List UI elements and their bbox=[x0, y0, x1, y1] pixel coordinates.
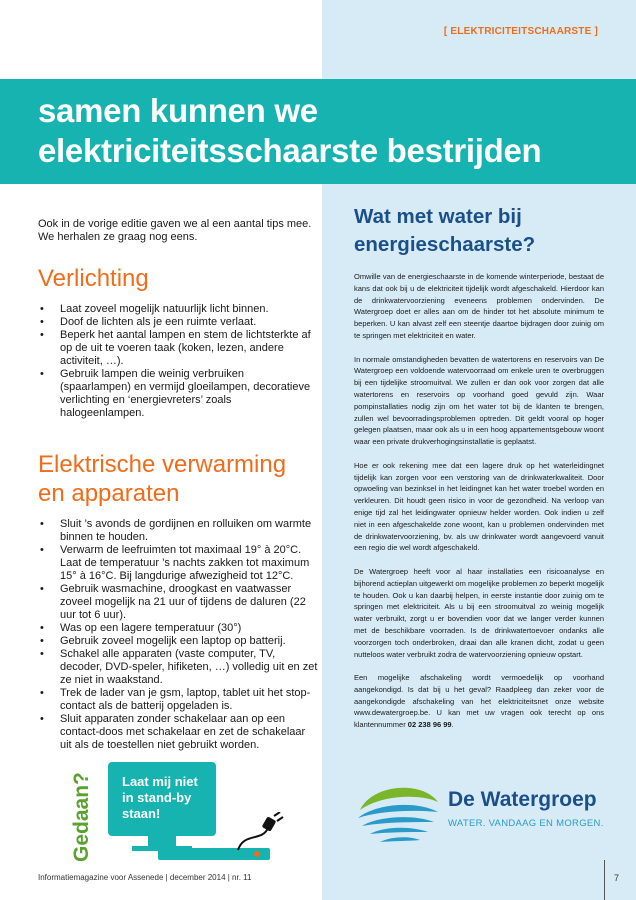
list-verwarming bbox=[38, 518, 318, 752]
list-item: • Schakel alle apparaten (vaste computer, TV, decoder, DVD-speler, hifiketen, …) volledig uit en zet ze niet in waakstand. bbox=[38, 648, 318, 687]
paragraph-contact bbox=[354, 672, 604, 731]
page-divider bbox=[604, 860, 605, 900]
list-item: • Beperk het aantal lampen en stem de lichtsterkte af op de uit te voeren taak (koken, lezen, andere activiteit, …). bbox=[38, 329, 318, 368]
right-column bbox=[354, 203, 604, 743]
monitor-text-line-2: in stand-by bbox=[122, 790, 192, 805]
intro-line-2: We herhalen ze graag nog eens. bbox=[38, 231, 198, 243]
list-item: • Sluit ’s avonds de gordijnen en rolluiken om warmte binnen te houden. bbox=[38, 518, 318, 544]
logo-slogan: WATER. VANDAAG EN MORGEN. bbox=[448, 818, 604, 829]
paragraph: Hoe er ook rekening mee dat een lagere druk op het waterleidingnet tijdelijk kan zorgen voor een verstoring van de drinkwaterkwaliteit. Door opwoeling van bezinksel in het leidingnet kan het water troebel worden en verkleuren. Dit houdt geen risico in voor de gezondheid. Na verloop van enige tijd zal het leidingwater opnieuw helder worden. Ook indien u zelf niet in een afgeschakelde zone woont, kan u problemen ondervinden met de drinkwatervoorziening, bv. als uw drinkwater wordt aangevoerd vanuit een regio die wel wordt afgeschakeld. bbox=[354, 460, 604, 553]
list-item: • Verwarm de leefruimten tot maximaal 19° à 20°C. Laat de temperatuur ’s nachts zakken tot maximum 15° à 16°C. Bij langdurige afwezigheid tot 12°C. bbox=[38, 544, 318, 583]
title-line-2: elektriciteitsschaarste bestrijden bbox=[38, 132, 542, 169]
heading-water bbox=[354, 203, 604, 259]
list-item: • Sluit apparaten zonder schakelaar aan op een contact-doos met schakelaar en zet de schakelaar uit als de toestellen niet gebruikt worden. bbox=[38, 713, 318, 752]
heading-verwarming bbox=[38, 450, 318, 508]
phone-suffix: . bbox=[451, 720, 454, 730]
monitor-text-line-1: Laat mij niet bbox=[122, 774, 198, 789]
paragraph: Omwille van de energieschaarste in de komende winterperiode, bestaat de kans dat ook bij u de elektriciteit tijdelijk wordt afgeschakeld. Hierdoor kan de drinkwatervoorziening eveneens problemen ondervinden. De Watergroep doet er alles aan om de hinder tot het absolute minimum te beperken. U kan alvast zelf een steentje daartoe bijdragen door zuinig om te springen met elektriciteit en water. bbox=[354, 272, 604, 340]
heading-verwarming-line-1: Elektrische verwarming bbox=[38, 451, 287, 478]
heading-water-line-1: Wat met water bij bbox=[354, 205, 522, 228]
paragraph: In normale omstandigheden bevatten de watertorens en reservoirs van De Watergroep een voldoende watervoorraad om enkele uren te overbruggen bij een tijdelijke stroomuitval. We zullen er dan ook voor zorgen dat alle watertorens en reservoirs op voorhand goed gevuld zijn. Waar pompinstallaties nodig zijn om het water tot bij de klanten te brengen, zullen wel bevoorradingsproblemen optreden. Dit geldt vooral op hoger gelegen plaatsen, maar ook als u in een hoog appartementsgebouw woont waar een private drukverhogingsinstallatie is geplaatst. bbox=[354, 354, 604, 447]
left-column bbox=[38, 218, 318, 752]
paragraph: De Watergroep heeft voor al haar installaties een risicoanalyse en bijhorend actieplan uitgewerkt om mogelijke problemen zo beperkt mogelijk te houden. Ook u kan daarbij helpen, in eerste instantie door zuinig om te springen met elektriciteit. Als u bij een stroomuitval zo weinig mogelijk water verbruikt, zorgt u er bovendien voor dat we langer verder kunnen met de beschikbare voorraden. Is de drinkwatertoevoer ondanks alle voorzorgen toch onderbroken, draai dan alle kranen dicht, zodat u geen nutteloos water verbruikt zodra de watervoorziening opnieuw opstart. bbox=[354, 566, 604, 659]
list-item: • Doof de lichten als je een ruimte verlaat. bbox=[38, 316, 318, 329]
list-item: • Was op een lagere temperatuur (30°) bbox=[38, 622, 318, 635]
list-item: • Gebruik lampen die weinig verbruiken (spaarlampen) en vermijd gloeilampen, decoratieve verlichting en ‘energievreters’ zoals halogeenlampen. bbox=[38, 368, 318, 420]
watergroep-logo bbox=[352, 780, 612, 852]
title-banner bbox=[0, 79, 636, 184]
page-number: 7 bbox=[614, 873, 620, 883]
intro-line-1: Ook in de vorige editie gaven we al een aantal tips mee. bbox=[38, 218, 312, 230]
logo-name: De Watergroep bbox=[448, 788, 597, 811]
title-line-1: samen kunnen we bbox=[38, 92, 318, 129]
monitor-text bbox=[122, 774, 222, 822]
section-tag: [ ELEKTRICITEITSCHAARSTE ] bbox=[443, 26, 598, 37]
contact-text: Een mogelijke afschakeling wordt vermoedelijk op voorhand aangekondigd. Is dat bij u het geval? Raadpleeg dan zeker voor de aangekondigde afschakeling van het elektriciteitsnet onze website www.dewatergroep.be. U kan met uw vragen ook terecht op ons klantennummer bbox=[354, 673, 604, 730]
phone-number: 02 238 96 99 bbox=[407, 720, 452, 730]
heading-water-line-2: energieschaarste? bbox=[354, 233, 536, 256]
list-item: • Trek de lader van je gsm, laptop, tablet uit het stop-contact als de batterij opgeladen is. bbox=[38, 687, 318, 713]
list-item: • Laat zoveel mogelijk natuurlijk licht binnen. bbox=[38, 303, 318, 316]
gedaan-label: Gedaan? bbox=[70, 772, 93, 862]
list-item: • Gebruik wasmachine, droogkast en vaatwasser zoveel mogelijk na 21 uur of tijdens de daluren (22 uur tot 6 uur). bbox=[38, 583, 318, 622]
heading-verwarming-line-2: en apparaten bbox=[38, 480, 180, 507]
water-drop-logo-icon bbox=[352, 780, 442, 852]
monitor-stand bbox=[148, 836, 176, 846]
heading-verlichting: Verlichting bbox=[38, 265, 149, 292]
footer: Informatiemagazine voor Assenede | december 2014 | nr. 11 bbox=[38, 873, 252, 882]
monitor-text-line-3: staan! bbox=[122, 806, 161, 821]
list-verlichting bbox=[38, 303, 318, 420]
list-item: • Gebruik zoveel mogelijk een laptop op batterij. bbox=[38, 635, 318, 648]
standby-badge bbox=[38, 762, 298, 867]
page-title bbox=[38, 91, 541, 171]
intro-text bbox=[38, 218, 318, 244]
plug-icon bbox=[234, 812, 294, 852]
